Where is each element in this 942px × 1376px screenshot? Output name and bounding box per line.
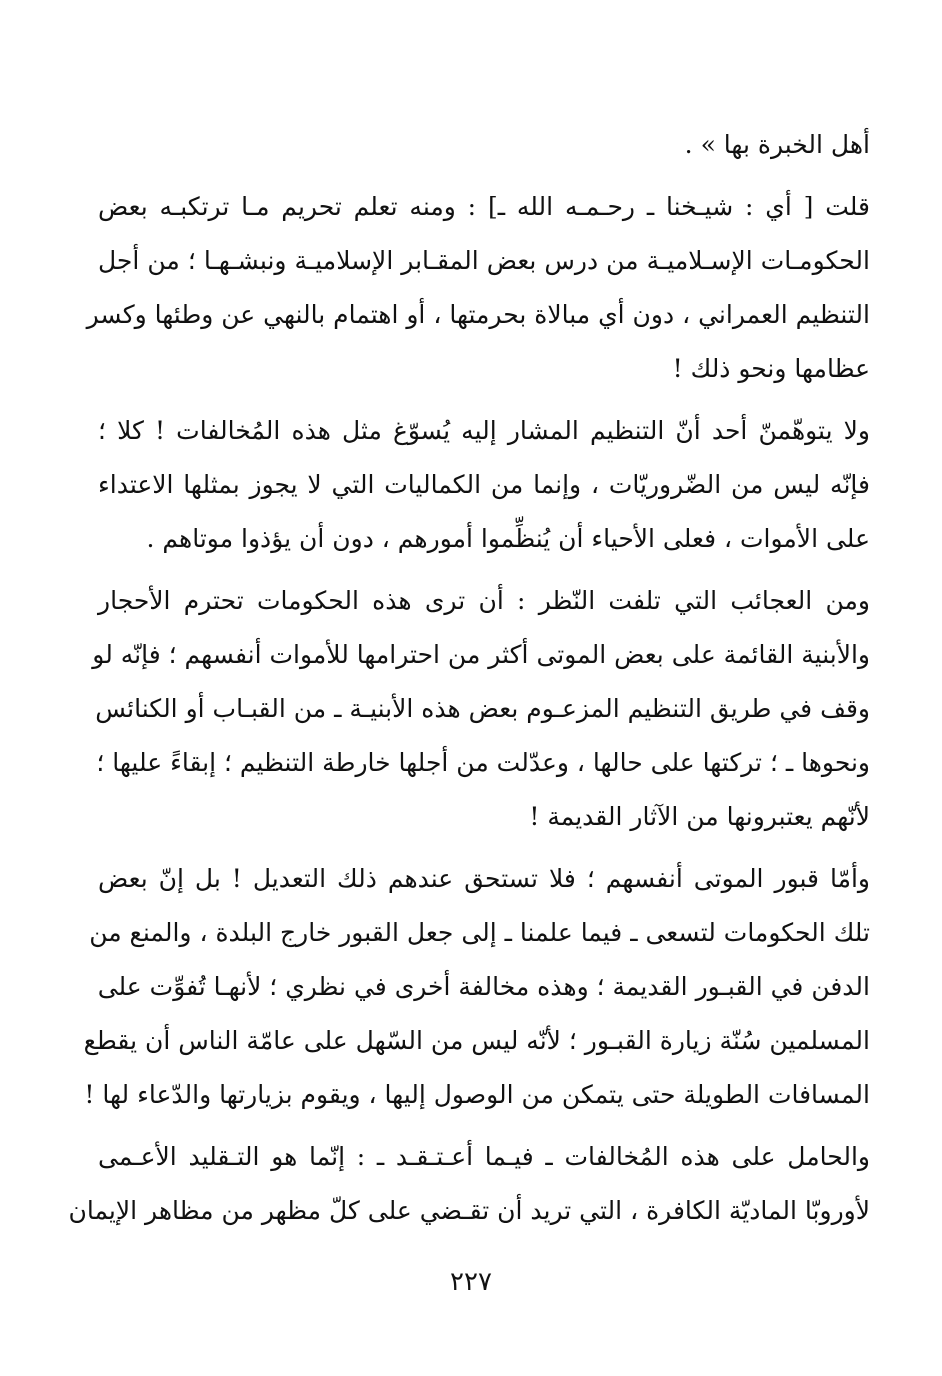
- text-line: فإنّه ليس من الضّروريّات ، وإنما من الكماليات التي لا يجوز بمثلها الاعتداء: [98, 470, 870, 499]
- text-line: الحكومـات الإسـلاميـة من درس بعض المقـابر الإسلاميـة ونبشـهـا ؛ من أجل: [98, 246, 870, 275]
- text-line: لأنّهم يعتبرونها من الآثار القديمة !: [529, 802, 870, 831]
- text-line: التنظيم العمراني ، دون أي مبالاة بحرمتها ، أو اهتمام بالنهي عن وطئها وكسر: [86, 300, 870, 329]
- page-number: ٢٢٧: [450, 1267, 492, 1297]
- text-line: قلت [ أي : شيـخنا ـ رحـمـه الله ـ] : ومنه تعلم تحريم مـا ترتكبـه بعض: [98, 192, 870, 221]
- text-line: أهل الخبرة بها » .: [684, 130, 870, 159]
- text-line: ونحوها ـ ؛ تركتها على حالها ، وعدّلت من أجلها خارطة التنظيم ؛ إبقاءً عليها ؛: [96, 748, 870, 777]
- text-line: لأوروبّا الماديّة الكافرة ، التي تريد أن تقـضي على كلّ مظهر من مظاهر الإيمان: [68, 1196, 870, 1225]
- text-line: ولا يتوهّمنّ أحد أنّ التنظيم المشار إليه يُسوّغ مثل هذه المُخالفات ! كلا ؛: [98, 416, 870, 445]
- text-line: المسلمين سُنّة زيارة القبـور ؛ لأنّه ليس من السّهل على عامّة الناس أن يقطع: [83, 1026, 870, 1055]
- text-line: وقف في طريق التنظيم المزعـوم بعض هذه الأبنيـة ـ من القبـاب أو الكنائس: [95, 694, 870, 723]
- text-line: عظامها ونحو ذلك !: [672, 354, 870, 383]
- body-text: [68, 118, 870, 1238]
- text-line: الدفن في القبـور القديمة ؛ وهذه مخالفة أخرى في نظري ؛ لأنهـا تُفوِّت على: [97, 972, 870, 1001]
- text-line: وأمّا قبور الموتى أنفسهم ؛ فلا تستحق عندهم ذلك التعديل ! بل إنّ بعض: [98, 864, 870, 893]
- text-line: والأبنية القائمة على بعض الموتى أكثر من احترامها للأموات أنفسهم ؛ فإنّه لو: [92, 640, 870, 669]
- text-line: ومن العجائب التي تلفت النّظر : أن ترى هذه الحكومات تحترم الأحجار: [98, 586, 870, 615]
- text-line: تلك الحكومات لتسعى ـ فيما علمنا ـ إلى جعل القبور خارج البلدة ، والمنع من: [89, 918, 870, 947]
- text-line: المسافات الطويلة حتى يتمكن من الوصول إليها ، ويقوم بزيارتها والدّعاء لها !: [84, 1080, 870, 1109]
- text-line: والحامل على هذه المُخالفات ـ فيـما أعـتـقـد ـ : إنّما هو التـقليد الأعـمى: [98, 1142, 870, 1171]
- text-line: على الأموات ، فعلى الأحياء أن يُنظِّموا أمورهم ، دون أن يؤذوا موتاهم .: [146, 524, 870, 553]
